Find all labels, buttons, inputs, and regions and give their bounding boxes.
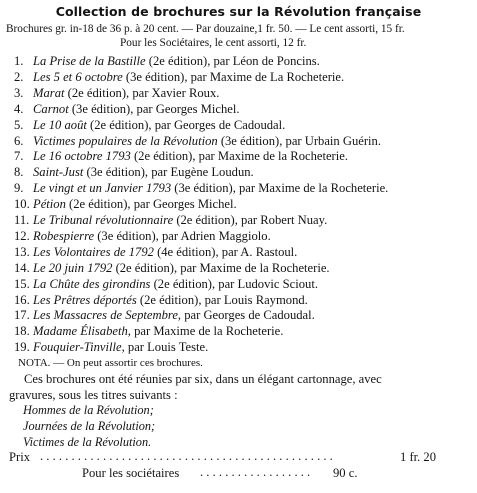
brochure-details: , par Georges de Cadoudal. — [177, 308, 315, 323]
brochure-title: Carnot — [33, 101, 69, 116]
brochure-item — [14, 228, 271, 244]
societaires-value: 90 c. — [333, 466, 358, 480]
brochure-number: 17. — [14, 308, 30, 323]
brochure-number: 4. — [14, 101, 24, 116]
brochure-details: (3e édition), par Maxime de la Rocheterie. — [171, 181, 389, 196]
brochure-number: 11. — [14, 213, 30, 227]
brochure-details: (3e édition), par Adrien Maggiolo. — [94, 228, 271, 243]
brochure-item — [14, 117, 285, 133]
brochure-details: (2e édition), par Ludovic Sciout. — [150, 276, 318, 291]
brochure-title: Victimes populaires de la Révolution — [33, 133, 218, 148]
brochure-item — [14, 339, 208, 355]
brochure-details: (3e édition), par Maxime de La Rocheterie. — [122, 69, 345, 84]
brochure-number: 19. — [14, 340, 30, 355]
series-title: Journées de la Révolution; — [23, 419, 156, 433]
brochure-number: 12. — [14, 228, 30, 243]
brochure-title: Le Tribunal révolutionnaire — [33, 213, 174, 227]
brochure-title: Le vingt et un Janvier 1793 — [33, 181, 172, 196]
brochure-item — [14, 53, 320, 69]
paragraph-line-1: Ces brochures ont été réunies par six, dans un élégant cartonnage, avec — [24, 372, 382, 386]
brochure-details: (2e édition), par Maxime de la Rocheterie. — [130, 149, 348, 164]
brochure-item — [14, 133, 381, 149]
brochure-number: 8. — [14, 165, 24, 180]
brochure-number: 18. — [14, 324, 30, 339]
brochure-title: Marat — [33, 85, 65, 100]
nota-line: NOTA. — On peut assortir ces brochures. — [18, 357, 203, 369]
societaires-leader-dots: . . . . . . . . . . . . . . . . . . — [200, 465, 311, 479]
brochure-details: (2e édition), par Léon de Poncins. — [145, 54, 320, 68]
brochure-number: 10. — [14, 197, 30, 212]
brochure-number: 2. — [14, 69, 24, 84]
brochure-item — [14, 292, 308, 308]
brochure-title: Pétion — [33, 197, 66, 212]
brochure-title: Les Volontaires de 1792 — [33, 244, 154, 259]
brochure-title: Saint-Just — [33, 165, 84, 180]
brochure-number: 1. — [14, 54, 24, 68]
brochure-item — [14, 101, 239, 117]
brochure-title: La Prise de la Bastille — [33, 54, 146, 68]
brochure-number: 15. — [14, 276, 30, 291]
brochure-item — [14, 244, 297, 260]
brochure-title: Le 10 août — [33, 117, 87, 132]
brochure-details: (2e édition), par Georges de Cadoudal. — [86, 117, 286, 132]
brochure-number: 14. — [14, 260, 30, 275]
brochure-details: , par Louis Teste. — [121, 340, 209, 355]
brochure-number: 13. — [14, 244, 30, 259]
brochure-details: (3e édition), par Georges Michel. — [68, 101, 240, 116]
intro-line-2: Pour les Sociétaires, le cent assorti, 12 fr. — [120, 37, 307, 49]
brochure-item — [14, 85, 219, 101]
brochure-title: Les 5 et 6 octobre — [33, 69, 123, 84]
brochure-number: 5. — [14, 117, 24, 132]
brochure-details: (4e édition), par A. Rastoul. — [153, 244, 298, 259]
brochure-title: Madame Élisabeth — [33, 324, 128, 339]
societaires-label: Pour les sociétaires — [82, 466, 180, 480]
collection-title: Collection de brochures sur la Révolution française — [55, 4, 422, 19]
brochure-title: Fouquier-Tinville — [33, 340, 122, 355]
brochure-item — [14, 212, 327, 228]
price-label: Prix — [9, 450, 30, 464]
brochure-item — [14, 260, 330, 276]
brochure-number: 16. — [14, 292, 30, 307]
brochure-title: Robespierre — [33, 228, 95, 243]
brochure-details: (2e édition), par Robert Nuay. — [173, 213, 328, 227]
brochure-details: (3e édition), par Eugène Loudun. — [83, 165, 254, 180]
paragraph-line-2: gravures, sous les titres suivants : — [9, 388, 178, 402]
brochure-title: Le 20 juin 1792 — [33, 260, 113, 275]
brochure-title: Les Prêtres déportés — [33, 292, 137, 307]
brochure-item — [14, 276, 318, 292]
series-title: Victimes de la Révolution. — [23, 435, 152, 449]
brochure-number: 7. — [14, 149, 24, 164]
brochure-details: (2e édition), par Georges Michel. — [65, 197, 237, 212]
brochure-item — [14, 148, 348, 164]
brochure-number: 3. — [14, 85, 24, 100]
brochure-item — [14, 307, 315, 323]
brochure-details: (2e édition), par Louis Raymond. — [136, 292, 308, 307]
brochure-item — [14, 69, 344, 85]
brochure-details: (2e édition), par Maxime de la Rocheterie. — [112, 260, 330, 275]
brochure-item — [14, 180, 388, 196]
brochure-item — [14, 196, 237, 212]
brochure-title: La Chûte des girondins — [33, 276, 151, 291]
brochure-details: (3e édition), par Urbain Guérin. — [217, 133, 381, 148]
brochure-number: 6. — [14, 133, 24, 148]
brochure-details: (2e édition), par Xavier Roux. — [64, 85, 220, 100]
brochure-item — [14, 323, 283, 339]
brochure-title: Le 16 octobre 1793 — [33, 149, 131, 164]
brochure-item — [14, 164, 254, 180]
series-title: Hommes de la Révolution; — [23, 403, 154, 417]
brochure-title: Les Massacres de Septembre — [33, 308, 178, 323]
brochure-number: 9. — [14, 181, 24, 196]
price-leader-dots: . . . . . . . . . . . . . . . . . . . . . . . . . . . . . . . . . . . . . . . . . . . . . . . — [40, 449, 333, 463]
brochure-details: , par Maxime de la Rocheterie. — [127, 324, 284, 339]
intro-line-1: Brochures gr. in-18 de 36 p. à 20 cent. — Par douzaine,1 fr. 50. — Le cent assorti, 15 fr. — [6, 23, 405, 35]
price-value: 1 fr. 20 — [400, 450, 437, 464]
